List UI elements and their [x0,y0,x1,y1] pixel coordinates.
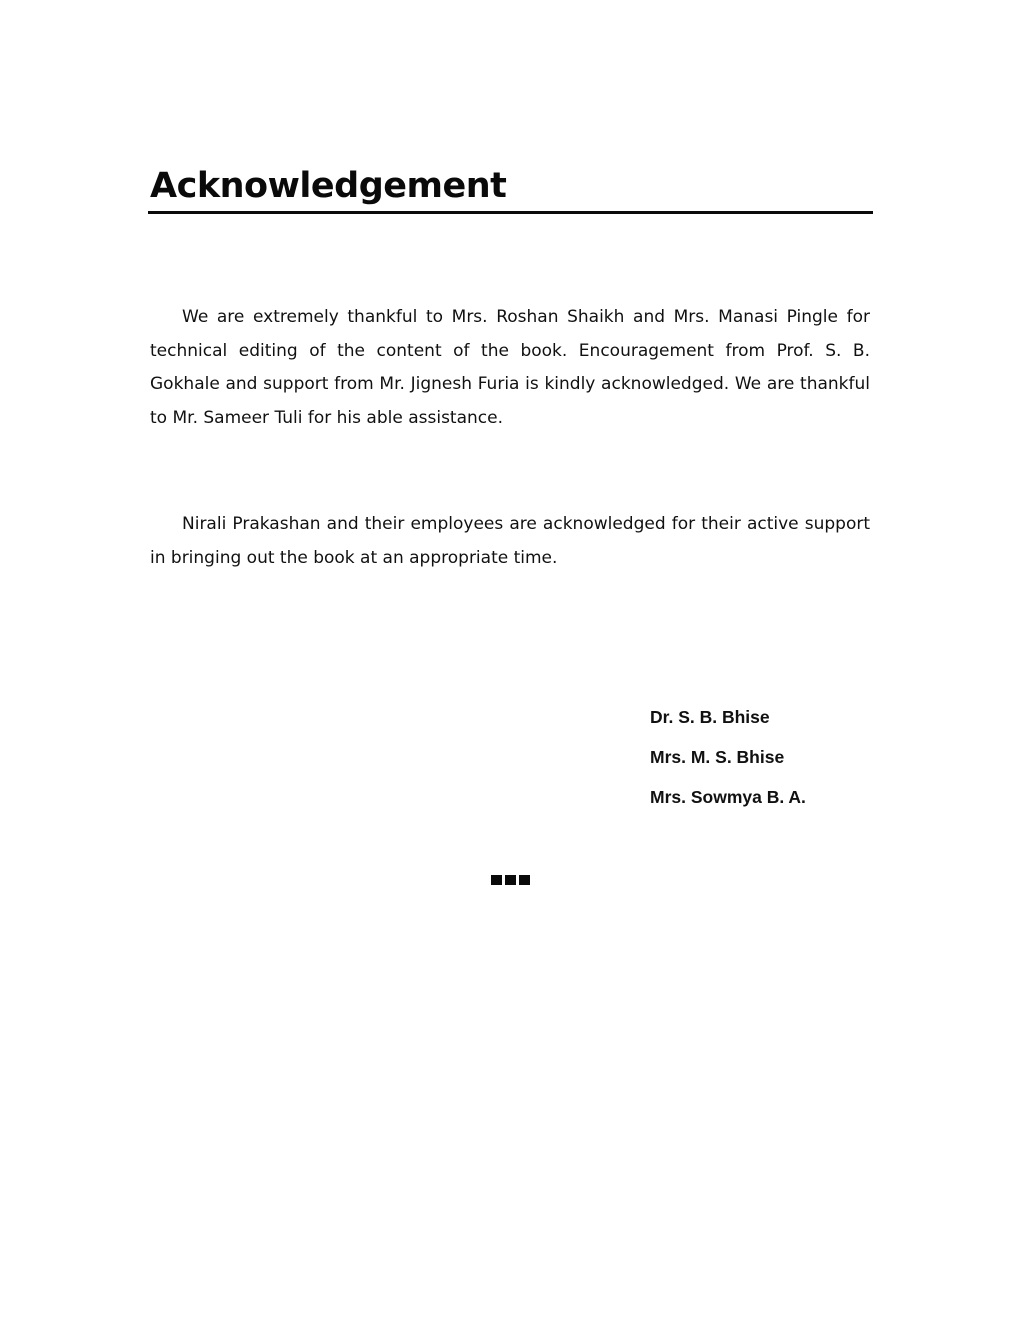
paragraph-technical-editing: We are extremely thankful to Mrs. Roshan Shaikh and Mrs. Manasi Pingle for technical editing of the content of the book. Encouragement from Prof. S. B. Gokhale and support from Mr. Jignesh Furia is kindly acknowledged. We are thankful to Mr. Sameer Tuli for his able assistance. [150,307,870,428]
signatory-name: Dr. S. B. Bhise [650,707,770,727]
square-icon [505,875,516,885]
heading-underline [148,211,873,214]
signatory-name: Mrs. Sowmya B. A. [650,787,806,807]
three-black-squares-icon [491,875,530,885]
signatory-name: Mrs. M. S. Bhise [650,747,785,767]
square-icon [519,875,530,885]
page-title: Acknowledgement [150,166,507,206]
signature-block [650,704,806,824]
paragraph-publisher: Nirali Prakashan and their employees are acknowledged for their active support in bringing out the book at an appropriate time. [150,514,870,568]
square-icon [491,875,502,885]
